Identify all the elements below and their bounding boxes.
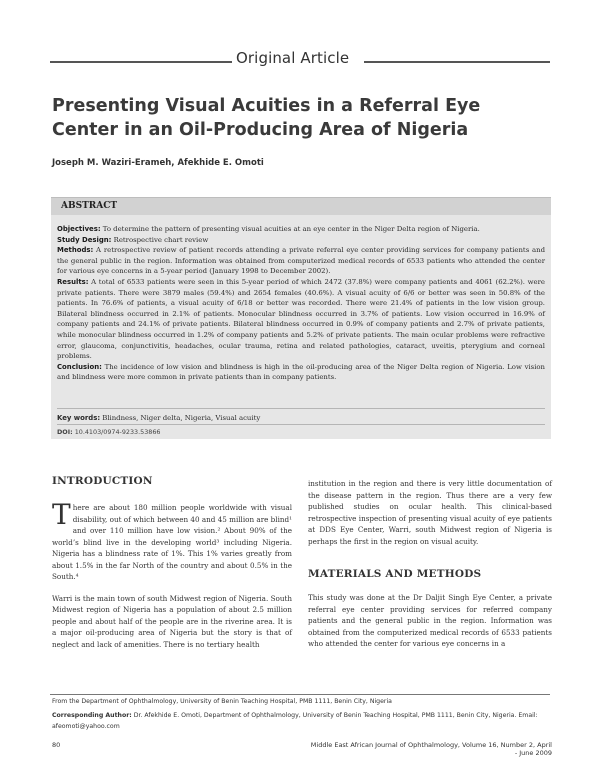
methods-text: A retrospective review of patient records attending a private referral eye center providing services for company patients and the general public in the region. Information was obtained from computerized medical records of 6533 patients who attended the center for various eye concerns in a 5-year period (January 1998 to December 2002).: [57, 246, 545, 276]
header-rule-right: [364, 61, 550, 63]
corresponding-text: Dr. Afekhide E. Omoti, Department of Ophthalmology, University of Benin Teaching Hospital, PMB 1111, Benin City, Nigeria. Email: afeomoti@yahoo.com: [52, 712, 538, 730]
abstract-conclusion: [57, 362, 545, 383]
section-label: Original Article: [236, 49, 350, 67]
conclusion-text: The incidence of low vision and blindness is high in the oil-producing area of the Niger Delta region of Nigeria. Low vision and blindness were more common in private patients than in company patients.: [57, 362, 545, 382]
methods-label: Methods:: [57, 246, 94, 255]
abstract-divider-1: [57, 408, 545, 409]
introduction-paragraph-3: institution in the region and there is very little documentation of the disease pattern in the region. Thus there are a very few published studies on ocular health. This clinical-based retrospective inspection of presenting visual acuity of eye patients at DDS Eye Center, Warri, south Midwest region of Nigeria is perhaps the first in the region on visual acuity.: [308, 479, 552, 546]
article-authors: Joseph M. Waziri-Erameh, Afekhide E. Omoti: [52, 158, 264, 168]
introduction-right-column: [308, 478, 552, 547]
abstract-body: [57, 224, 545, 383]
doi-label: DOI:: [57, 428, 73, 436]
methods-paragraph-1: This study was done at the Dr Daljit Singh Eye Center, a private referral eye center providing services for referred company patients and the general public in the region. Information was obtained from the computerized medical records of 6533 patients who attended the center for various eye concerns in a: [308, 593, 552, 648]
corresponding-label: Corresponding Author:: [52, 712, 132, 719]
corresponding-author-note: [52, 711, 552, 732]
introduction-left-column: [52, 498, 292, 650]
methods-heading: MATERIALS AND METHODS: [308, 568, 482, 580]
abstract-keywords: [57, 414, 545, 422]
objectives-label: Objectives:: [57, 225, 101, 233]
abstract-results: [57, 277, 545, 362]
abstract-divider-2: [57, 424, 545, 425]
introduction-paragraph-1-text: here are about 180 million people worldwide with visual disability, out of which between 40 and 45 million are blind¹ and over 110 million have low vision.² About 90% of the world’s blind live in the developing world³ including Nigeria. Nigeria has a blindness rate of 1%. This 1% varies greatly from about 1.5% in the far North of the country and about 0.5% in the South.⁴: [52, 503, 292, 581]
conclusion-label: Conclusion:: [57, 362, 102, 371]
abstract-doi: [57, 428, 160, 436]
article-title: Presenting Visual Acuities in a Referral Eye Center in an Oil-Producing Area of Nigeria: [52, 96, 481, 140]
abstract-header: [51, 198, 551, 215]
introduction-paragraph-2: Warri is the main town of south Midwest region of Nigeria. South Midwest region of Nigeria has a population of about 2.5 million people and about half of the people are in the riverine area. It is a major oil-producing area of Nigeria but the story is that of neglect and lack of amenities. There is no tertiary health: [52, 593, 292, 649]
abstract-design: [57, 235, 545, 246]
affiliation-note: From the Department of Ophthalmology, University of Benin Teaching Hospital, PMB 1111, Benin City, Nigeria: [52, 698, 392, 705]
page-number: 80: [52, 741, 61, 749]
design-label: Study Design:: [57, 235, 112, 244]
design-text: Retrospective chart review: [111, 235, 209, 244]
abstract-objectives: [57, 224, 545, 235]
introduction-heading: INTRODUCTION: [52, 475, 153, 487]
drop-cap: T: [52, 498, 71, 531]
doi-text: 10.4103/0974-9233.53866: [72, 428, 161, 436]
abstract-methods: [57, 245, 545, 277]
abstract-box: [51, 197, 551, 439]
header-rule-left: [50, 61, 232, 63]
keywords-label: Key words:: [57, 414, 101, 422]
objectives-text: To determine the pattern of presenting visual acuities at an eye center in the Niger Delta region of Nigeria.: [100, 225, 480, 233]
results-text: A total of 6533 patients were seen in this 5-year period of which 2472 (37.8%) were company patients and 4061 (62.2%). were private patients. There were 3879 males (59.4%) and 2654 females (40.6%). A visual acuity of 6/6 or better was seen in 50.8% of the patients. In 76.6% of patients, a visual acuity of 6/18 or better was recorded. There were 21.4% of patients in the low vision group. Bilateral blindness occurred in 2.1% of patients. Monocular blindness occurred in 3.7% of patients. Low vision occurred in 16.9% of company patients and 24.1% of private patients. Bilateral blindness occurred in 0.9% of company patients and 2.7% of private patients, while monocular blindness occurred in 1.2% of company patients and 5.2% of private patients. The main ocular problems were refractive error, glaucoma, conjunctivitis, headaches, ocular trauma, retina and related pathologies, cataract, uveitis, pterygium and corneal problems.: [57, 277, 545, 361]
methods-column: [308, 592, 552, 650]
footnote-rule: [50, 694, 550, 695]
journal-citation: Middle East African Journal of Ophthalmology, Volume 16, Number 2, April - June 2009: [310, 741, 552, 757]
keywords-text: Blindness, Niger delta, Nigeria, Visual acuity: [100, 414, 261, 422]
results-label: Results:: [57, 277, 89, 286]
abstract-heading: ABSTRACT: [61, 201, 118, 211]
introduction-paragraph-1: [52, 498, 292, 583]
